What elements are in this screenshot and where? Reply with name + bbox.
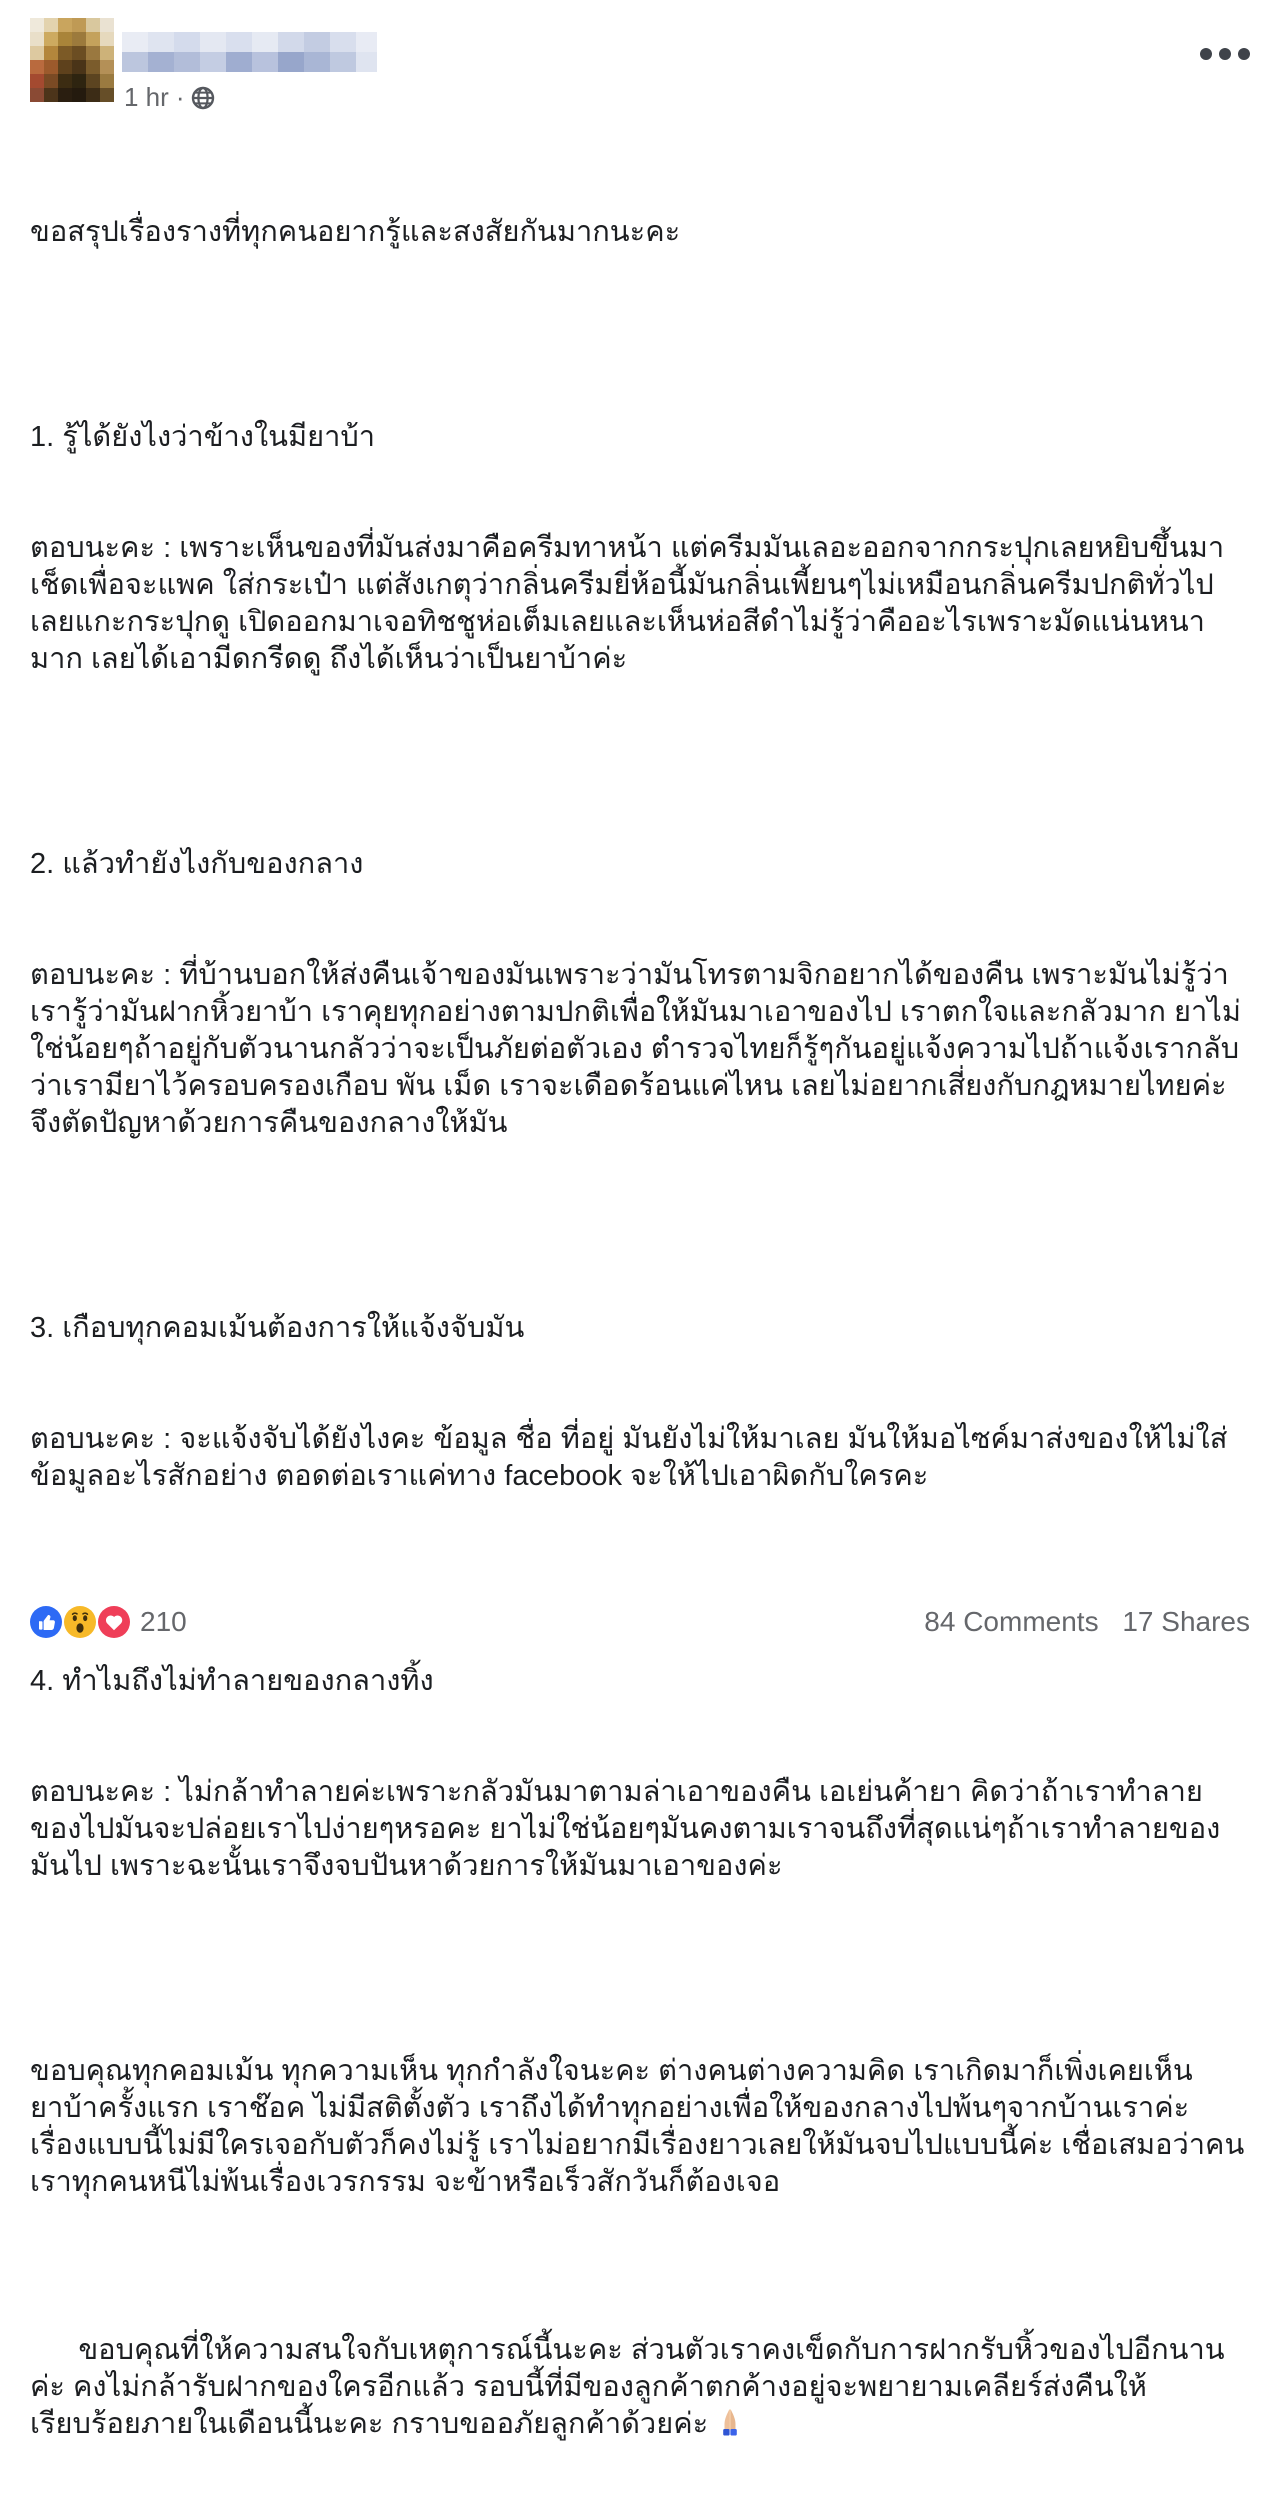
dot-separator: · [175, 82, 185, 112]
post-paragraph-closing [30, 2295, 1252, 2480]
post-paragraph-intro [30, 140, 1252, 325]
comments-shares [924, 1606, 1250, 1638]
post-text: ตอบนะคะ : เพราะเห็นของที่มันส่งมาคือครีมทาหน้า แต่ครีมมันเลอะออกจากกระปุกเลยหยิบขึ้นมาเช็ดเพื่อจะแพค ใส่กระเป๋า แต่สังเกตุว่ากลิ่นครีมยี่ห้อนี้มันกลิ่นเพี้ยนๆไม่เหมือนกลิ่นครีมปกติทั่วไปเลยแกะกระปุกดู เปิดออกมาเจอทิชชูห่อเต็มเลยและเห็นห่อสีดำไม่รู้ว่าคืออะไรเพราะมัดแน่นหนามาก เลยได้เอามีดกรีดดู ถึงได้เห็นว่าเป็นยาบ้าค่ะ [30, 532, 1225, 675]
timestamp[interactable]: 1 hr [124, 82, 169, 112]
post-paragraph-q4 [30, 1589, 1252, 1959]
reaction-summary[interactable] [30, 1606, 187, 1638]
love-reaction-icon[interactable] [98, 1606, 130, 1638]
post-text: ตอบนะคะ : ที่บ้านบอกให้ส่งคืนเจ้าของมันเพราะว่ามันโทรตามจิกอยากได้ของคืน เพราะมันไม่รู้ว่าเรารู้ว่ามันฝากหิ้วยาบ้า เราคุยทุกอย่างตามปกติเพื่อให้มันมาเอาของไป เราตกใจและกลัวมาก ยาไม่ใช่น้อยๆถ้าอยู่กับตัวนานกลัวว่าจะเป็นภัยต่อตัวเอง ตำรวจไทยก็รู้ๆกันอยู่แจ้งความไปถ้าแจ้งเรากลับว่าเรามียาไว้ครอบครองเกือบ พัน เม็ด เราจะเดือดร้อนแค่ไหน เลยไม่อยากเสี่ยงกับกฎหมายไทยค่ะ จึงตัดปัญหาด้วยการคืนของกลางให้มัน [30, 959, 1241, 1139]
post-footer [30, 1601, 1250, 1643]
post-meta-line [124, 82, 215, 113]
post-paragraph-thanks [30, 1979, 1252, 2275]
post-paragraph-q1 [30, 345, 1252, 752]
globe-icon [191, 86, 215, 110]
ellipsis-icon [1200, 48, 1212, 60]
post-paragraph-q3 [30, 1236, 1252, 1569]
question-heading: 2. แล้วทำยังไงกับของกลาง [30, 848, 364, 880]
question-heading: 1. รู้ได้ยังไงว่าข้างในมียาบ้า [30, 421, 376, 453]
reaction-count[interactable]: 210 [140, 1606, 187, 1637]
comments-count[interactable]: 84 Comments [924, 1606, 1099, 1637]
author-name-redacted[interactable] [122, 30, 377, 76]
avatar-pixelated-image [30, 18, 114, 102]
shares-count[interactable]: 17 Shares [1122, 1606, 1250, 1637]
post-paragraph-q2 [30, 772, 1252, 1216]
post-content [30, 140, 1252, 2500]
avatar[interactable] [30, 18, 114, 102]
like-reaction-icon[interactable] [30, 1606, 62, 1638]
post-text: ขอสรุปเรื่องรางที่ทุกคนอยากรู้และสงสัยกันมากนะคะ [30, 216, 681, 248]
question-heading: 3. เกือบทุกคอมเม้นต้องการให้แจ้งจับมัน [30, 1312, 525, 1344]
author-name-blur [122, 30, 377, 76]
praying-hands-emoji [714, 2406, 746, 2438]
question-heading: 4. ทำไมถึงไม่ทำลายของกลางทิ้ง [30, 1665, 434, 1697]
post-text: ตอบนะคะ : ไม่กล้าทำลายค่ะเพราะกลัวมันมาตามล่าเอาของคืน เอเย่นค้ายา คิดว่าถ้าเราทำลายของไปมันจะปล่อยเราไปง่ายๆหรอคะ ยาไม่ใช่น้อยๆมันคงตามเราจนถึงที่สุดแน่ๆถ้าเราทำลายของมันไป เพราะฉะนั้นเราจึงจบปันหาด้วยการให้มันมาเอาของค่ะ [30, 1776, 1221, 1882]
post-menu-button[interactable] [1194, 42, 1256, 66]
post-text: ตอบนะคะ : จะแจ้งจับได้ยังไงคะ ข้อมูล ชื่อ ที่อยู่ มันยังไม่ให้มาเลย มันให้มอไซค์มาส่งของให้ไม่ใส่ข้อมูลอะไรสักอย่าง ตอดต่อเราแค่ทาง facebook จะให้ไปเอาผิดกับใครคะ [30, 1423, 1228, 1492]
post-header [30, 16, 1250, 128]
wow-reaction-icon[interactable] [64, 1606, 96, 1638]
post-text: ขอบคุณทุกคอมเม้น ทุกความเห็น ทุกกำลังใจนะคะ ต่างคนต่างความคิด เราเกิดมาก็เพิ่งเคยเห็นยาบ้าครั้งแรก เราช๊อค ไม่มีสติตั้งตัว เราถึงได้ทำทุกอย่างเพื่อให้ของกลางไปพ้นๆจากบ้านเราค่ะ เรื่องแบบนี้ไม่มีใครเจอกับตัวก็คงไม่รู้ เราไม่อยากมีเรื่องยาวเลยให้มันจบไปแบบนี้ค่ะ เชื่อเสมอว่าคนเราทุกคนหนีไม่พ้นเรื่องเวรกรรม จะข้าหรือเร็วสักวันก็ต้องเจอ [30, 2055, 1245, 2198]
post-text: ขอบคุณที่ให้ความสนใจกับเหตุการณ์นี้นะคะ ส่วนตัวเราคงเข็ดกับการฝากรับหิ้วของไปอีกนานค่ะ คงไม่กล้ารับฝากของใครอีกแล้ว รอบนี้ที่มีของลูกค้าตกค้างอยู่จะพยายามเคลียร์ส่งคืนให้เรียบร้อยภายในเดือนนี้นะคะ กราบขออภัยลูกค้าด้วยค่ะ [30, 2334, 1225, 2440]
